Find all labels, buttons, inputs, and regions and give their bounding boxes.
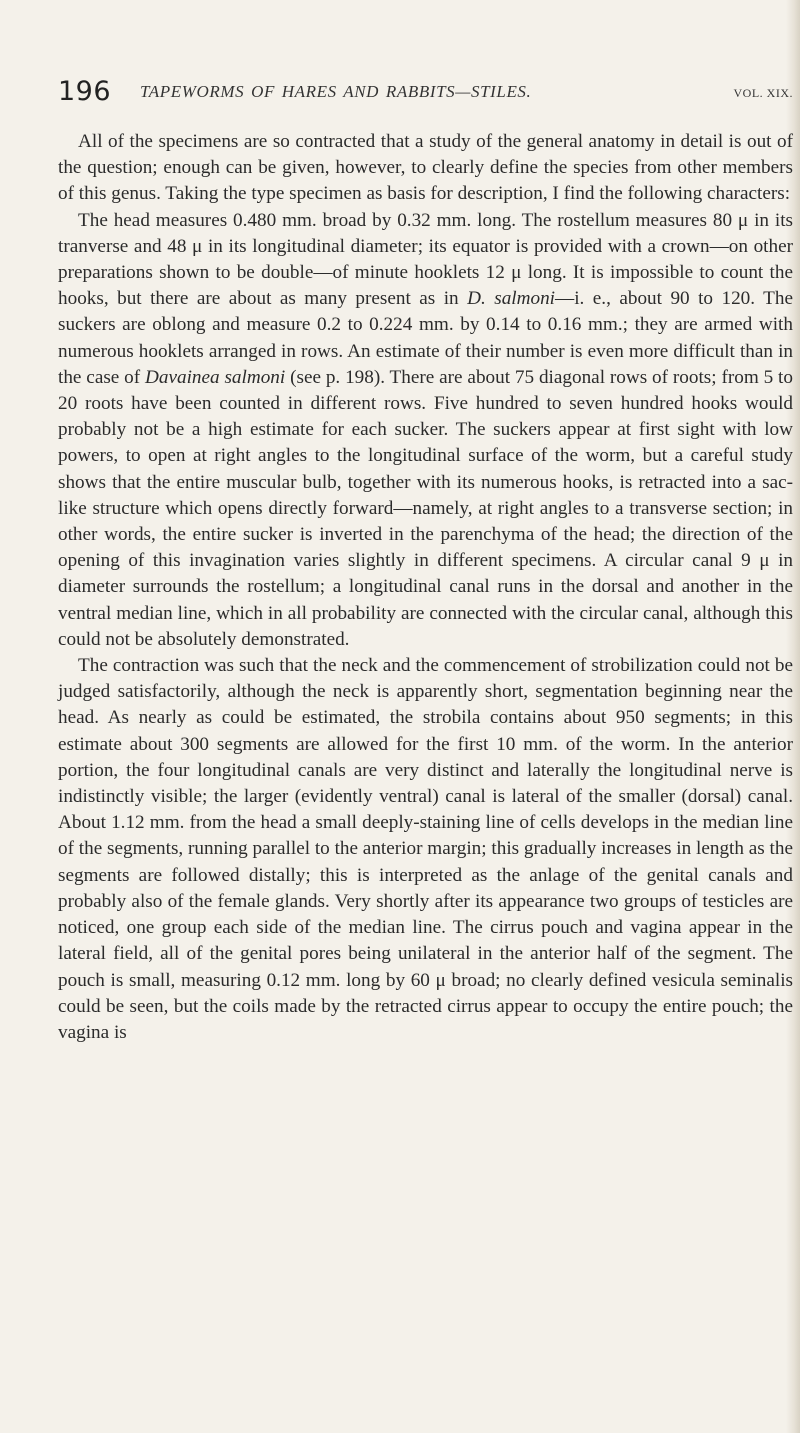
paragraph [58, 129, 793, 208]
running-header [58, 76, 793, 116]
volume-label: VOL. XIX. [733, 86, 793, 100]
text-run: The contraction was such that the neck and the commencement of strobilization could not be judged satisfactorily, although the neck is apparently short, segmentation beginning near the head. As nearly as could be estimated, the strobila contains about 950 segments; in this estimate about 300 segments are allowed for the first 10 mm. of the worm. In the anterior portion, the four longitudinal canals are very distinct and laterally the longitudinal nerve is indistinctly visible; the larger (evidently ventral) canal is lateral of the smaller (dorsal) canal. About 1.12 mm. from the head a small deeply-staining line of cells develops in the median line of the segments, running parallel to the anterior margin; this gradually increases in length as the segments are followed distally; this is interpreted as the anlage of the genital canals and probably also of the female glands. Very shortly after its appearance two groups of testicles are noticed, one group each side of the median line. The cirrus pouch and vagina appear in the lateral field, all of the genital pores being unilateral in the anterior half of the segment. The pouch is small, measuring 0.12 mm. long by 60 μ broad; no clearly defined vesicula seminalis could be seen, but the coils made by the retracted cirrus appear to occupy the entire pouch; the vagina is [58, 655, 793, 1043]
text-run: The head measures 0.480 mm. broad by 0.32 mm. long. The rostellum measures 80 μ in its tranverse and 48 μ in its longitudinal diameter; its equator is provided with a crown—on other preparations shown to be double—of minute hooklets 12 μ long. It is impossible to count the hooks, but there are about as many present as in [58, 209, 793, 310]
running-title: TAPEWORMS OF HARES AND RABBITS—STILES. [140, 82, 532, 101]
article-body [58, 129, 793, 1046]
italic-species-name: Davainea salmoni [145, 366, 286, 388]
text-run: All of the specimens are so contracted that a study of the general anatomy in detail is out of the question; enough can be given, however, to clearly define the species from other members of this genus. Taking the type specimen as basis for description, I find the following characters: [58, 131, 793, 205]
page-number: 196 [58, 76, 112, 107]
text-run: (see p. 198). There are about 75 diagonal rows of roots; from 5 to 20 roots have been counted in different rows. Five hundred to seven hundred hooks would probably not be a high estimate for each sucker. The suckers appear at first sight with low powers, to open at right angles to the longitudinal surface of the worm, but a careful study shows that the entire muscular bulb, together with its numerous hooks, is retracted into a sac-like structure which opens directly forward—namely, at right angles to a transverse section; in other words, the entire sucker is inverted in the parenchyma of the head; the direction of the opening of this invagination varies slightly in different specimens. A circular canal 9 μ in diameter surrounds the rostellum; a longitudinal canal runs in the dorsal and another in the ventral median line, which in all probability are connected with the circular canal, although this could not be absolutely demonstrated. [58, 366, 793, 650]
italic-species-name: D. salmoni [467, 288, 555, 310]
paragraph [58, 653, 793, 1046]
text-run: —i. e., about 90 to 120. The suckers are oblong and measure 0.2 to 0.224 mm. by 0.14 to 0.16 mm.; they are armed with numerous hooklets arranged in rows. An estimate of their number is even more difficult than in the case of [58, 288, 794, 388]
paragraph [58, 208, 793, 653]
